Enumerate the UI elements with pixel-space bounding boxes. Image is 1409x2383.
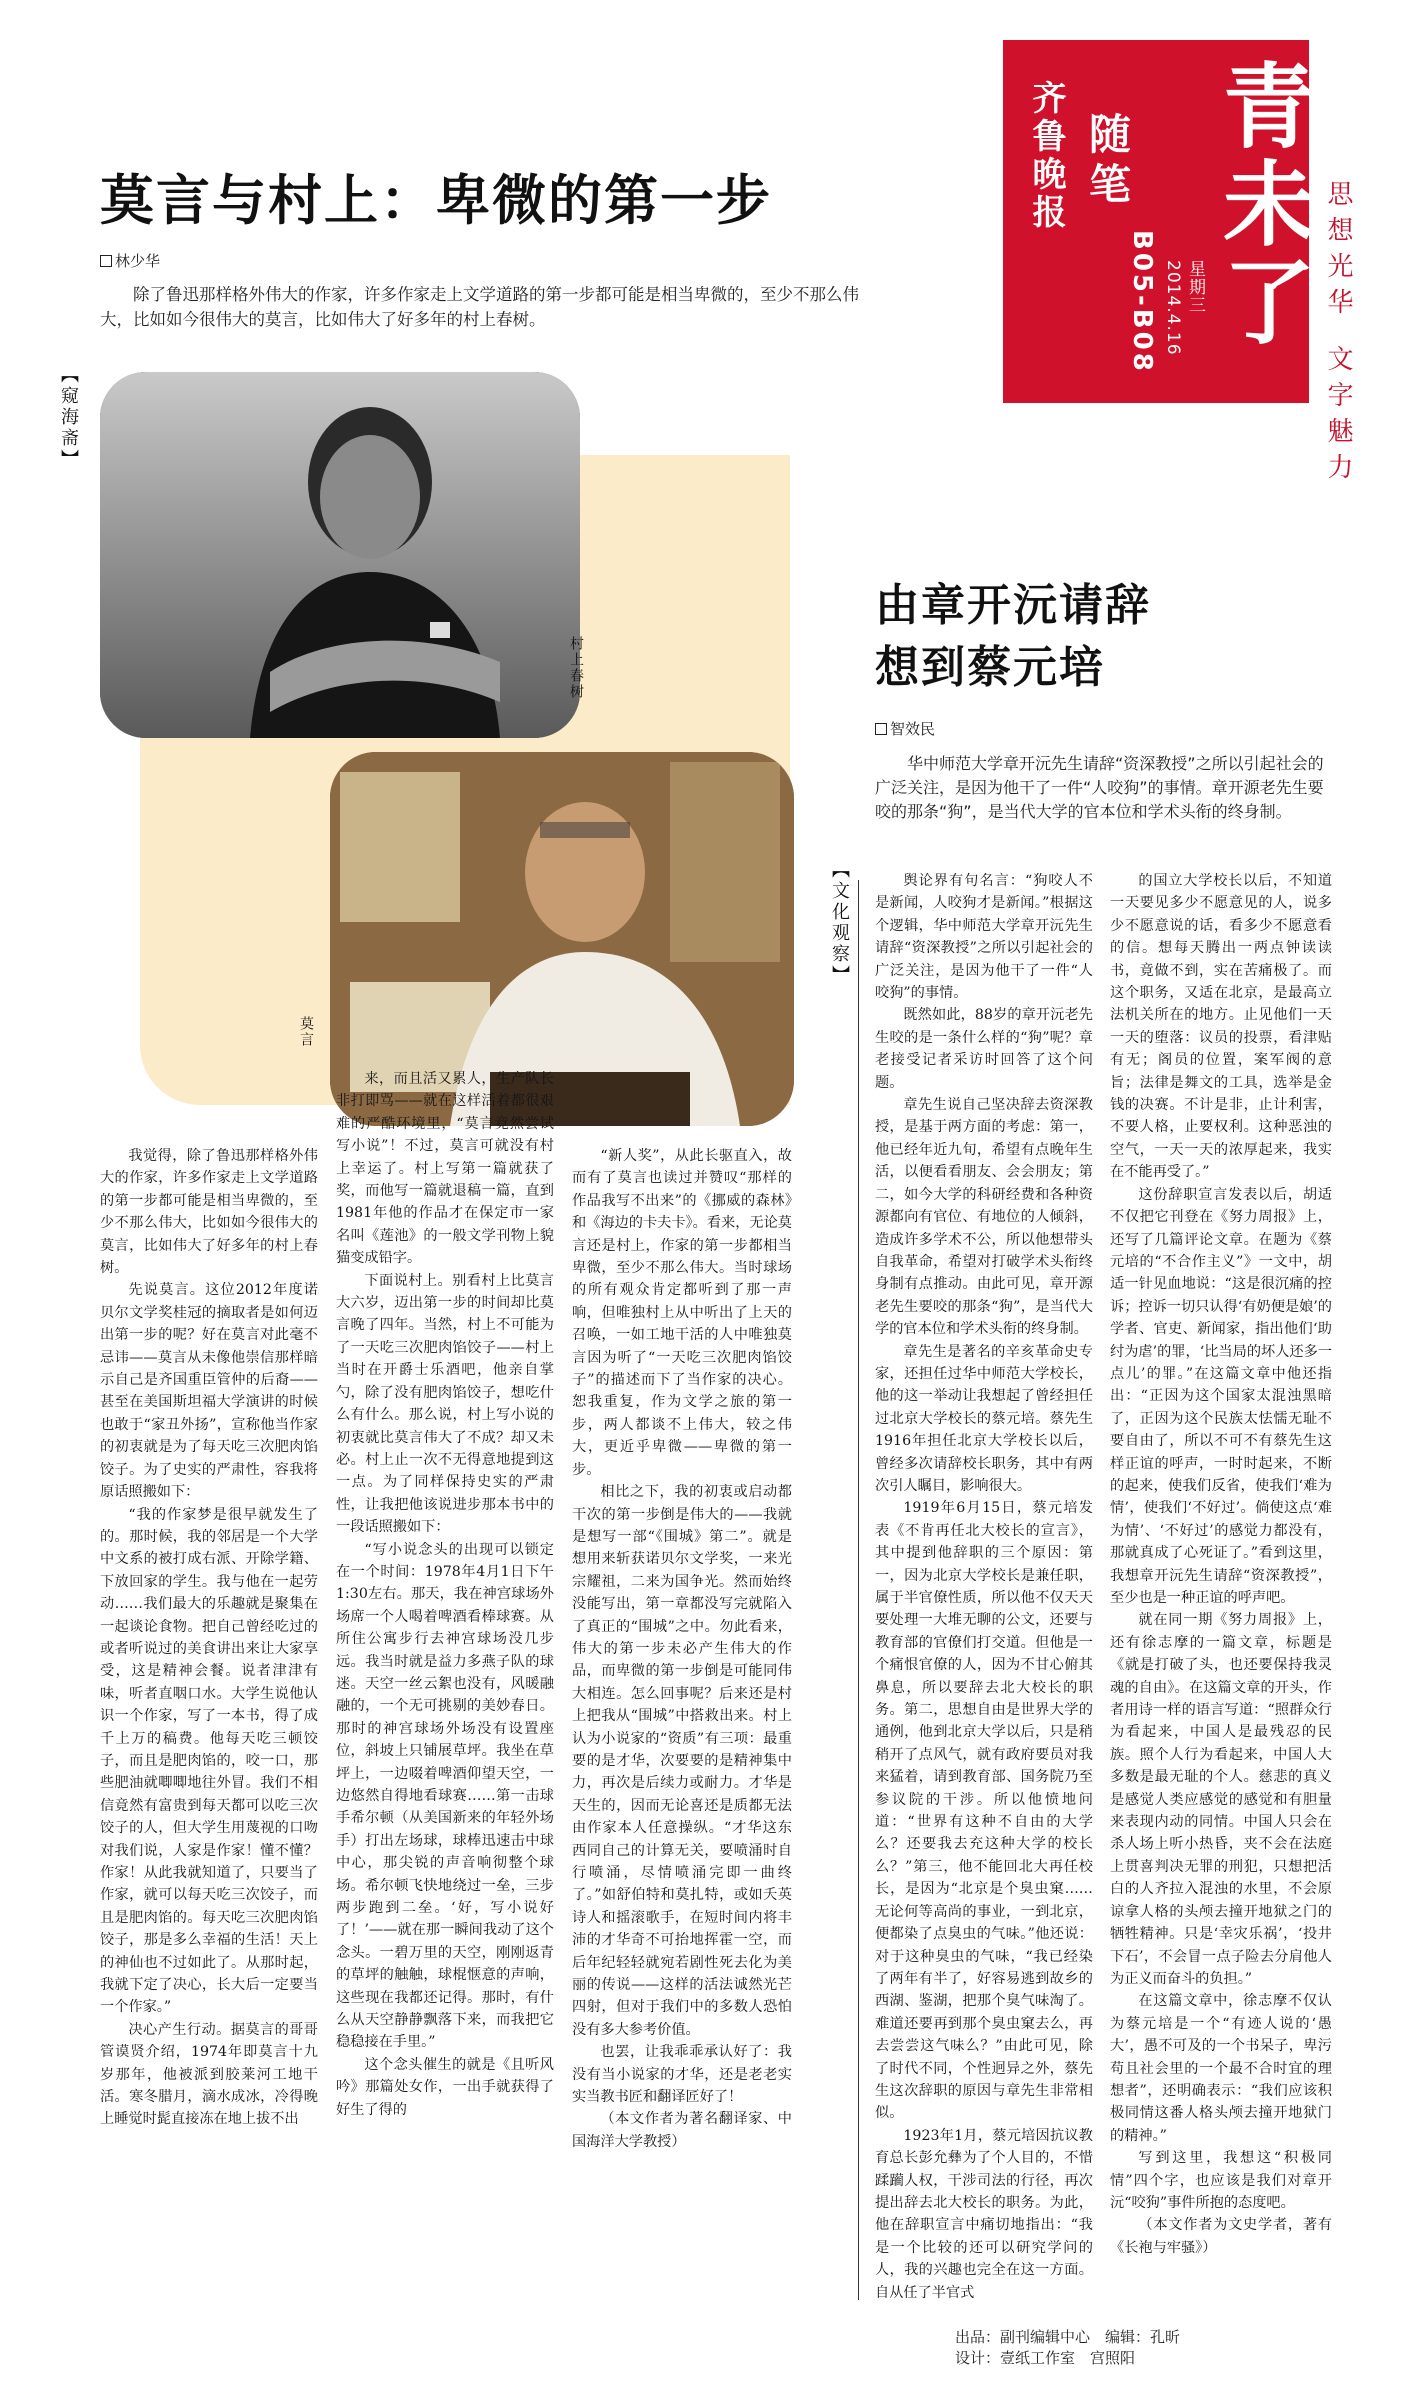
weekday: 星期三 bbox=[1185, 260, 1205, 314]
paragraph: （本文作者为著名翻译家、中国海洋大学教授） bbox=[572, 2111, 792, 2150]
paragraph: 既然如此，88岁的章开沅老先生咬的是一条什么样的“狗”呢？章老接受记者采访时回答了这个问题。 bbox=[875, 1007, 1093, 1091]
date-value: 2014.4.16 bbox=[1163, 260, 1183, 356]
article1-column-1 bbox=[100, 1145, 318, 2300]
article2-author: 智效民 bbox=[890, 720, 936, 738]
article2-intro: 华中师范大学章开沅先生请辞“资深教授”之所以引起社会的广泛关注，是因为他干了一件“人咬狗”的事情。章开源老先生要咬的那条“狗”，是当代大学的官本位和学术头衔的终身制。 bbox=[875, 754, 1324, 821]
footer-credits bbox=[955, 2326, 1180, 2368]
caption-moyan: 莫言 bbox=[298, 1016, 314, 1048]
paragraph: 就在同一期《努力周报》上，还有徐志摩的一篇文章，标题是《就是打破了头，也还要保持我灵魂的自由》。在这篇文章的开头，作者用诗一样的语言写道：“照群众行为看起来，中国人是最残忍的民族。照个人行为看起来，中国人大多数是最无耻的个人。慈悲的真义是感觉人类应感觉的感觉和有胆量来表现内动的同情。中国人只会在杀人场上听小热昏，夹不会在法庭上贯喜判决无罪的刑犯，只想把活白的人齐拉入混浊的水里，不会原谅拿人格的头颅去撞开地狱之门的牺牲精神。只是‘幸灾乐祸’，‘投井下石’，不会冒一点子险去分肩他人为正义而奋斗的负担。” bbox=[1110, 1612, 1332, 1987]
article1-column-2 bbox=[336, 1068, 554, 2300]
article1-title: 莫言与村上：卑微的第一步 bbox=[100, 169, 772, 232]
footer-line-2: 设计：壹纸工作室 宫照阳 bbox=[955, 2349, 1136, 2367]
paragraph: 舆论界有句名言：“狗咬人不是新闻，人咬狗才是新闻。”根据这个逻辑，华中师范大学章开沅先生请辞“资深教授”之所以引起社会的广泛关注，是因为他干了一件“人咬狗”的事情。 bbox=[875, 873, 1093, 1002]
article2-title-line1: 由章开沅请辞 bbox=[875, 580, 1151, 631]
paragraph: 1919年6月15日，蔡元培发表《不肯再任北大校长的宣言》，其中提到他辞职的三个原因：第一，因为北京大学校长是兼任职，属于半官僚性质，所以他不仅天天要处理一大堆无聊的公文，还要与教育部的官僚们打交道。但他是一个痛恨官僚的人，因为不甘心俯其鼻息，所以要辞去北大校长的职务。第二，思想自由是世界大学的通例，他到北京大学以后，只是稍稍开了点风气，就有政府要员对我来猛着，请到教育部、国务院乃至参议院的干涉。所以他愤地问道：“世界有这种不自由的大学么？还要我去充这种大学的校长么？”第三，他不能回北大再任校长，是因为“北京是个臭虫窠……无论何等高尚的事业，一到北京，便都染了点臭虫的气味。”他还说：对于这种臭虫的气味，“我已经染了两年有半了，好容易逃到故乡的西湖、鉴湖，把那个臭气味淘了。难道还要再到那个臭虫窠去么，再去尝尝这气味么？”由此可见，除了时代不同，个性迥异之外，蔡先生这次辞职的原因与章先生非常相似。 bbox=[875, 1500, 1093, 2122]
byline-box-icon bbox=[100, 255, 112, 267]
paragraph: 决心产生行动。据莫言的哥哥管谟贤介绍，1974年即莫言十九岁那年，他被派到胶莱河工地干活。寒冬腊月，滴水成冰，冷得晚上睡觉时髭直接冻在地上拔不出 bbox=[100, 2021, 318, 2128]
paragraph: 的国立大学校长以后，不知道一天要见多少不愿意见的人，说多少不愿意说的话，看多少不愿意看的信。想每天腾出一两点钟读读书，竟做不到，实在苦痛极了。而这个职务，又适在北京，是最高立法机关所在的地方。止见他们一天一天的堕落：议员的投票，看津贴有无；阁员的位置，案军阀的意旨；法律是舞文的工具，选举是金钱的决赛。不计是非，止计利害，不要人格，止要权利。这种恶浊的空气，一天一天的浓厚起来，我实在不能再受了。” bbox=[1110, 873, 1332, 1181]
footer-line-1: 出品：副刊编辑中心 编辑：孔昕 bbox=[955, 2328, 1181, 2346]
paragraph: 我觉得，除了鲁迅那样格外伟大的作家，许多作家走上文学道路的第一步都可能是相当卑微的，至少不那么伟大，比如如今很伟大的莫言，比如伟大了好多年的村上春树。 bbox=[100, 1148, 318, 1277]
paragraph: “我的作家梦是很早就发生了的。那时候，我的邻居是一个大学中文系的被打成右派、开除学籍、下放回家的学生。我与他在一起劳动……我们最大的乐趣就是聚集在一起谈论食物。把自己曾经吃过的或者听说过的美食讲出来让大家享受，这是精神会餐。说者津津有味，听者直咽口水。大学生说他认识一个作家，写了一本书，得了成千上万的稿费。他每天吃三顿饺子，而且是肥肉馅的，咬一口，那些肥油就唧唧地往外冒。我们不相信竟然有富贵到每天都可以吃三次饺子的人，但大学生用蔑视的口吻对我们说，人家是作家！懂不懂？作家！从此我就知道了，只要当了作家，就可以每天吃三次饺子，而且是肥肉馅的。每天吃三次肥肉馅饺子，那是多么幸福的生活！天上的神仙也不过如此了。从那时起，我就下定了决心，长大后一定要当一个作家。” bbox=[100, 1506, 318, 2016]
supplement-title: 青未了 bbox=[1208, 58, 1315, 352]
article2-column-tag: 【文化观察】 bbox=[829, 860, 850, 986]
paragraph: 在这篇文章中，徐志摩不仅认为蔡元培是一个“有迹人说的‘愚大’，愚不可及的一个书呆子，卑污苟且社会里的一个最不合时宜的理想者”，还明确表示：“我们应该积极同情这番人格头颅去撞开地狱门的精神。” bbox=[1110, 1993, 1332, 2144]
paragraph: 这个念头催生的就是《且听风吟》那篇处女作，一出手就获得了好生了得的 bbox=[336, 2056, 554, 2118]
paragraph: （本文作者为文史学者，著有《长袍与牢骚》） bbox=[1110, 2217, 1332, 2256]
article2-title bbox=[875, 575, 1151, 699]
article2-column-2 bbox=[1110, 870, 1332, 2300]
paragraph: “写小说念头的出现可以锁定在一个时间：1978年4月1日下午1:30左右。那天，我在神宫球场外场席一个人喝着啤酒看棒球赛。从所住公寓步行去神宫球场没几步远。我当时就是益力多燕子队的球迷。天空一丝云絮也没有，风暖融融的，一个无可挑剔的美妙春日。那时的神宫球场外场没有设置座位，斜坡上只铺展草坪。我坐在草坪上，一边啜着啤酒仰望天空，一边悠然自得地看球赛……第一击球手希尔顿（从美国新来的年轻外场手）打出左场球，球棒迅速击中球中心，那尖锐的声音响彻整个球场。希尔顿飞快地绕过一垒，三步两步跑到二垒。‘好，写小说好了！’——就在那一瞬间我动了这个念头。一碧万里的天空，刚刚返青的草坪的触触，球棍惬意的声响，这些现在我都还记得。那时，有什么从天空静静飘落下来，而我把它稳稳接在手里。” bbox=[336, 1541, 554, 2051]
paragraph: 下面说村上。别看村上比莫言大六岁，迈出第一步的时间却比莫言晚了四年。当然，村上不可能为了一天吃三次肥肉馅饺子——村上当时在开爵士乐酒吧，他亲自掌勺，除了没有肥肉馅饺子，想吃什么有什么。那么说，村上写小说的初衷就比莫言伟大了不成？却又未必。村上止一次不无得意地提到这一点。为了同样保持史实的严肃性，让我把他该说进步那本书中的一段话照搬如下： bbox=[336, 1272, 554, 1536]
paragraph: 先说莫言。这位2012年度诺贝尔文学奖桂冠的摘取者是如何迈出第一步的呢？好在莫言对此毫不忌讳——莫言从未像他崇信那样暗示自己是齐国重臣管仲的后裔——甚至在美国斯坦福大学演讲的时候也敢于“家丑外扬”，宣称他当作家的初衷就是为了每天吃三次肥肉馅饺子。为了史实的严肃性，容我将原话照搬如下： bbox=[100, 1282, 318, 1501]
paragraph: 章先生说自己坚决辞去资深教授，是基于两方面的考虑：第一，他已经年近九旬，希望有点晚年生活，以便看看朋友、会会朋友；第二，如今大学的科研经费和各种资源都向有官位、有地位的人倾斜，造成许多学术不公，所以他想带头自我革命，希望对打破学术头衔终身制有点推动。由此可见，章开源老先生要咬的那条“狗”，是当代大学的官本位和学术头衔的终身制。 bbox=[875, 1097, 1093, 1338]
issue-date bbox=[1163, 260, 1208, 403]
paragraph: 来，而且活又累人，生产队长非打即骂——就在这样活着都很艰难的严酷环境里，“莫言竟然尝试写小说”！不过，莫言可就没有村上幸运了。村上写第一篇就获了奖，而他写一篇就退稿一篇，直到1981年他的作品才在保定市一家名叫《莲池》的一般文学刊物上貌猫变成铅字。 bbox=[336, 1071, 554, 1267]
article1-intro: 除了鲁迅那样格外伟大的作家，许多作家走上文学道路的第一步都可能是相当卑微的，至少不那么伟大，比如如今很伟大的莫言，比如伟大了好多年的村上春树。 bbox=[100, 285, 859, 329]
slogan-2: 文字魅力 bbox=[1323, 345, 1353, 489]
murakami-photo bbox=[100, 372, 580, 738]
newspaper-brand: 齐鲁晚报 bbox=[1026, 80, 1066, 232]
byline-box-icon bbox=[875, 723, 887, 735]
masthead bbox=[1003, 40, 1315, 403]
article2-column-1 bbox=[875, 870, 1093, 2300]
paragraph: 1923年1月，蔡元培因抗议教育总长彭允彝为了个人目的，不惜蹂躏人权，干涉司法的行径，再次提出辞去北大校长的职务。为此，他在辞职宣言中痛切地指出：“我是一个比较的还可以研究学问的人，我的兴趣也完全在这一方面。自从任了半官式 bbox=[875, 2127, 1093, 2300]
article2-title-line2: 想到蔡元培 bbox=[875, 642, 1105, 693]
article1-author: 林少华 bbox=[115, 252, 161, 270]
paragraph: 也罢，让我乖乖承认好了：我没有当小说家的才华，还是老老实实当教书匠和翻译匠好了！ bbox=[572, 2044, 792, 2106]
paragraph: “新人奖”，从此长驱直入，故而有了莫言也读过并赞叹“那样的作品我写不出来”的《挪威的森林》和《海边的卡夫卡》。看来，无论莫言还是村上，作家的第一步都相当卑微，至少不那么伟大。当时球场的所有观众肯定都听到了那一声响，但唯独村上从中听出了上天的召唤，一如工地干活的人中唯独莫言因为听了“一天吃三次肥肉馅饺子”的描述而下了当作家的决心。恕我重复，作为文学之旅的第一步，两人都谈不上伟大，较之伟大，更近乎卑微——卑微的第一步。 bbox=[572, 1148, 792, 1478]
article1-byline bbox=[100, 250, 160, 271]
column-divider bbox=[858, 880, 859, 2300]
article1-column-tag: 【窥海斋】 bbox=[58, 365, 79, 470]
section-name: 随笔 bbox=[1083, 112, 1132, 212]
paragraph: 写到这里，我想这“积极同情”四个字，也应该是我们对章开沅“咬狗”事件所抱的态度吧。 bbox=[1110, 2150, 1332, 2211]
paragraph: 这份辞职宣言发表以后，胡适不仅把它刊登在《努力周报》上，还写了几篇评论文章。在题为《蔡元培的“不合作主义”》一文中，胡适一针见血地说：“这是很沉痛的控诉；控诉一切只认得‘有奶便是娘’的学者、官吏、新闻家，指出他们‘助纣为虐’的罪，‘比当局的坏人还多一点儿’的罪。”在这篇文章中他还指出：“正因为这个国家太混浊黑暗了，正因为这个民族太怯懦无耻不要自由了，所以不可不有蔡先生这样正谊的呼声，一时时起来，不断的起来，使我们反省，使我们‘难为情’，使我们‘不好过’。倘使这点‘难为情’、‘不好过’的感觉力都没有，那就真成了心死证了。”看到这里，我想章开沅先生请辞“资深教授”，至少也是一种正谊的呼声吧。 bbox=[1110, 1186, 1332, 1606]
caption-murakami: 村上春树 bbox=[568, 636, 584, 700]
page-range: B05-B08 bbox=[1127, 230, 1157, 374]
paragraph: 相比之下，我的初衷或启动都干次的第一步倒是伟大的——我就是想写一部“《围城》第二”。就是想用来斩获诺贝尔文学奖，一来光宗耀祖，二来为国争光。然而始终没能写出，第一章都没写完就陷入了真正的“围城”之中。勿此看来，伟大的第一步未必产生伟大的作品，而卑微的第一步倒是可能同伟大相连。怎么回事呢？后来还是村上把我从“围城”中搭救出来。村上认为小说家的“资质”有三项：最重要的是才华，次要要的是精神集中力，再次是后续力或耐力。才华是天生的，因而无论喜还是质都无法由作家本人任意操纵。“才华这东西同自己的计算无关，要喷涌时自行喷涌，尽情喷涌完即一曲终了。”如舒伯特和莫扎特，或如夭英诗人和摇滚歌手，在短时间内将丰沛的才华奇不可抬地挥霍一空，而后年纪轻轻就宛若剧性死去化为美丽的传说——这样的活法诚然光芒四射，但对于我们中的多数人恐怕没有多大参考价值。 bbox=[572, 1484, 792, 2038]
article1-column-3 bbox=[572, 1145, 792, 2300]
slogan-1: 思想光华 bbox=[1323, 180, 1353, 324]
article2-byline bbox=[875, 718, 935, 739]
paragraph: 章先生是著名的辛亥革命史专家，还担任过华中师范大学校长，他的这一举动让我想起了曾经担任过北京大学校长的蔡元培。蔡先生1916年担任北京大学校长以后，曾经多次请辞校长职务，其中有两次引人瞩目，影响很大。 bbox=[875, 1343, 1093, 1494]
